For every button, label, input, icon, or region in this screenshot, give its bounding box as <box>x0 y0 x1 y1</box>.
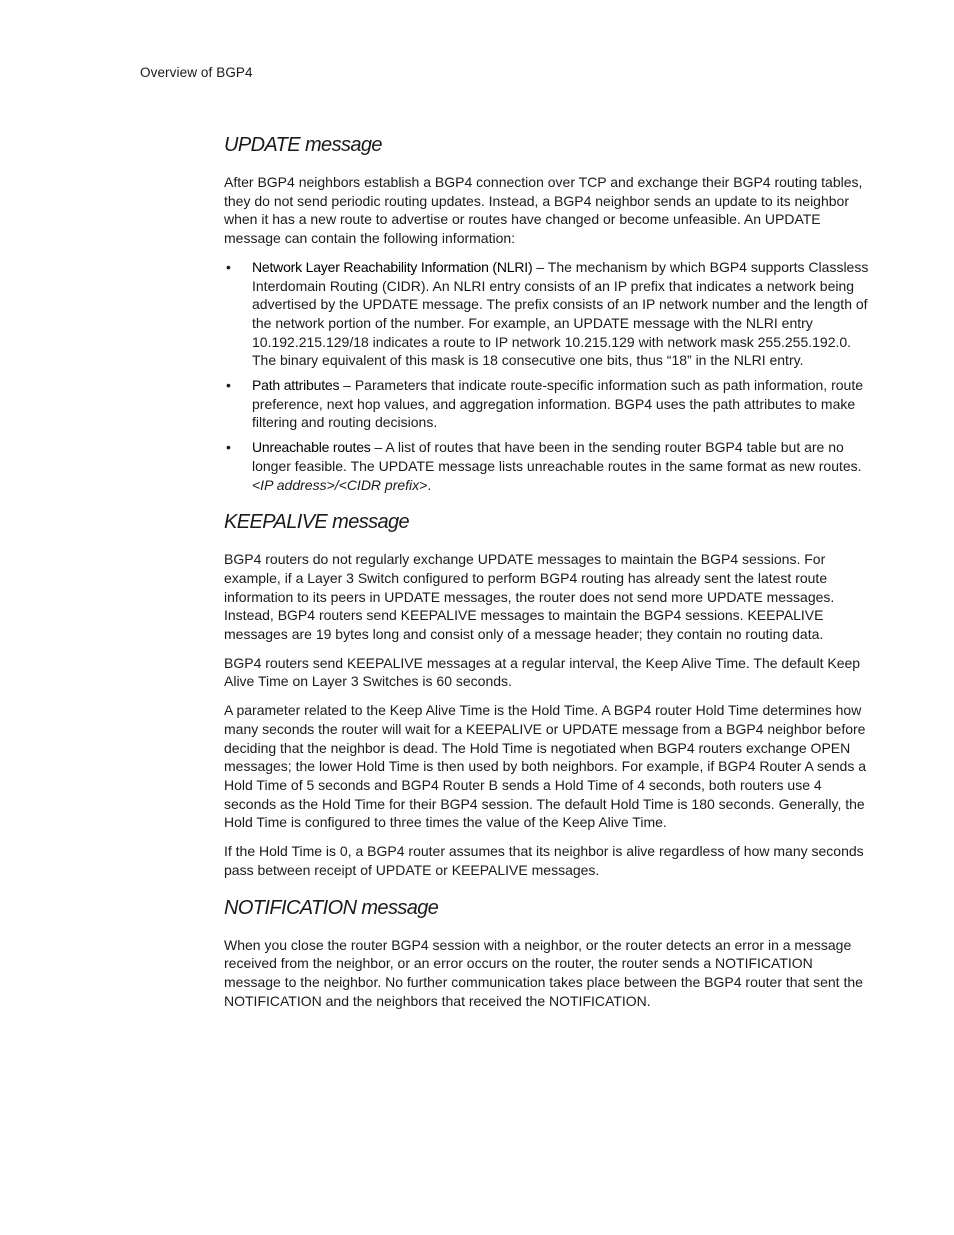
list-item-term: Path attributes <box>252 377 340 394</box>
list-item-text: – Parameters that indicate route-specific information such as path information, route preference, next hop values, and aggregation information. BGP4 uses the path attributes to make filtering and routing decisions. <box>252 377 863 431</box>
section-notification-message <box>224 894 870 1011</box>
document-body <box>224 131 870 1024</box>
list-item-term: Unreachable routes <box>252 439 371 456</box>
section-heading: KEEPALIVE message <box>224 511 410 534</box>
list-item-term: Network Layer Reachability Information (NLRI) <box>252 258 533 275</box>
bullet-icon: • <box>226 439 231 456</box>
list-item-text: – The mechanism by which BGP4 supports Classless Interdomain Routing (CIDR). An NLRI entry consists of an IP prefix that indicates a network being advertised by the UPDATE message. The prefix consists of an IP network number and the length of the network portion of the number. For example, an UPDATE message with the NLRI entry 10.192.215.129/18 indicates a route to IP network 10.215.129 with network mask 255.255.192.0. The binary equivalent of this mask is 18 consecutive one bits, thus “18” in the NLRI entry. <box>252 258 869 369</box>
bullet-icon: • <box>226 258 231 275</box>
syntax-period: . <box>427 476 432 493</box>
paragraph: BGP4 routers send KEEPALIVE messages at a regular interval, the Keep Alive Time. The default Keep Alive Time on Layer 3 Switches is 60 seconds. <box>224 654 861 690</box>
paragraph: If the Hold Time is 0, a BGP4 router assumes that its neighbor is alive regardless of how many seconds pass between receipt of UPDATE or KEEPALIVE messages. <box>224 843 864 878</box>
running-header: Overview of BGP4 <box>140 65 253 80</box>
paragraph: When you close the router BGP4 session with a neighbor, or the router detects an error in a message received from the neighbor, or an error occurs on the router, the router sends a NOTIFICATION message to the neighbor. No further communication takes place between the BGP4 router that sent the NOTIFICATION and the neighbors that received the NOTIFICATION. <box>224 936 863 1009</box>
list-item-text: – A list of routes that have been in the sending router BGP4 table but are no longer feasible. The UPDATE message lists unreachable routes in the same format as new routes. <box>252 439 862 474</box>
paragraph: After BGP4 neighbors establish a BGP4 connection over TCP and exchange their BGP4 routing tables, they do not send periodic routing updates. Instead, a BGP4 neighbor sends an update to its neighbor when it has a new route to advertise or routes have changed or become unfeasible. An UPDATE message can contain the following information: <box>224 174 863 247</box>
list-item <box>224 258 870 370</box>
section-update-message <box>224 131 870 494</box>
list-item <box>224 376 870 432</box>
section-keepalive-message <box>224 508 870 879</box>
paragraph: A parameter related to the Keep Alive Time is the Hold Time. A BGP4 router Hold Time determines how many seconds the router will wait for a KEEPALIVE or UPDATE message from a BGP4 neighbor before deciding that the neighbor is dead. The Hold Time is negotiated when BGP4 routers exchange OPEN messages; the lower Hold Time is then used by both neighbors. For example, if BGP4 Router A sends a Hold Time of 5 seconds and BGP4 Router B sends a Hold Time of 4 seconds, both routers use 4 seconds as the Hold Time for their BGP4 session. The default Hold Time is 180 seconds. Generally, the Hold Time is configured to three times the value of the Keep Alive Time. <box>224 702 867 831</box>
list-item <box>224 438 870 494</box>
bullet-icon: • <box>226 377 231 394</box>
syntax-example: <IP address>/<CIDR prefix> <box>252 476 428 493</box>
paragraph: BGP4 routers do not regularly exchange UPDATE messages to maintain the BGP4 sessions. For example, if a Layer 3 Switch configured to perform BGP4 routing has already sent the latest route information to its peers in UPDATE messages, the router does not send more UPDATE messages. Instead, BGP4 routers send KEEPALIVE messages to maintain the BGP4 sessions. KEEPALIVE messages are 19 bytes long and consist only of a message header; they contain no routing data. <box>224 551 835 643</box>
bullet-list <box>224 258 870 494</box>
section-heading: UPDATE message <box>224 134 382 156</box>
section-heading: NOTIFICATION message <box>224 896 439 919</box>
